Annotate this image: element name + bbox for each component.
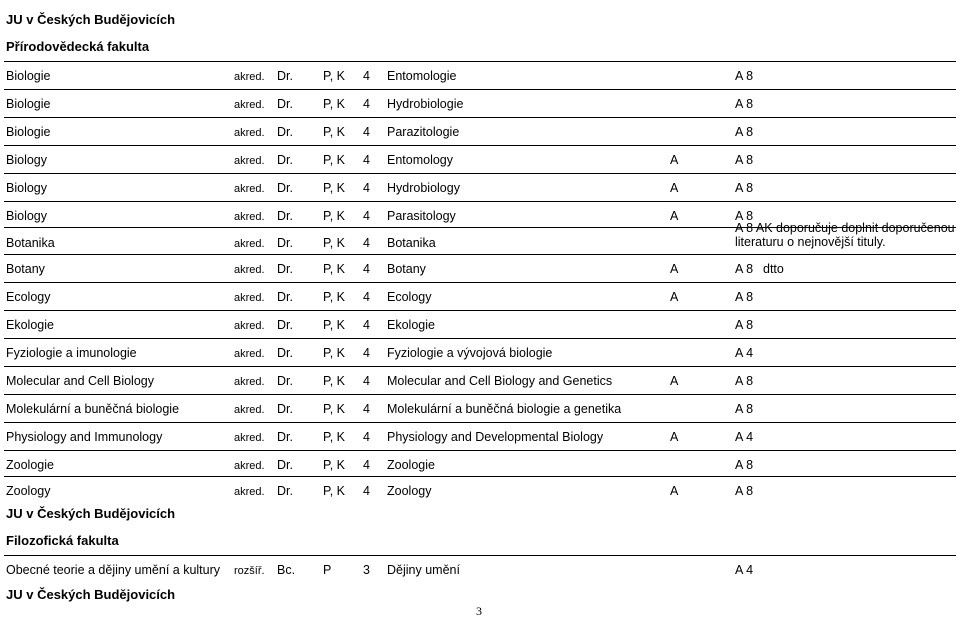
faculty-name: Přírodovědecká fakulta (6, 39, 150, 54)
years-cell: 4 (363, 402, 370, 416)
table-row (0, 560, 960, 580)
note-cell: dtto (763, 262, 784, 276)
program-cell: Botany (6, 262, 45, 276)
years-cell: 4 (363, 290, 370, 304)
degree-cell: Dr. (277, 69, 293, 83)
degree-cell: Dr. (277, 262, 293, 276)
accreditation-cell: akred. (234, 99, 265, 111)
language-cell: A (670, 209, 679, 223)
program-cell: Molecular and Cell Biology (6, 374, 154, 388)
result-cell: A 8 (735, 69, 754, 83)
result-cell: A 8 (735, 153, 754, 167)
program-cell: Zoology (6, 484, 51, 498)
field-cell: Botanika (387, 236, 436, 250)
row-divider (4, 282, 956, 283)
accreditation-cell: akred. (234, 183, 265, 195)
program-cell: Biology (6, 153, 47, 167)
table-row (0, 343, 960, 363)
form-cell: P, K (323, 484, 346, 498)
years-cell: 4 (363, 97, 370, 111)
language-cell: A (670, 374, 679, 388)
page-number: 3 (476, 604, 482, 618)
row-divider (4, 450, 956, 451)
accreditation-cell: akred. (234, 404, 265, 416)
form-cell: P, K (323, 125, 346, 139)
language-cell: A (670, 153, 679, 167)
result-cell: A 8 (735, 290, 754, 304)
row-divider (4, 117, 956, 118)
field-cell: Hydrobiology (387, 181, 460, 195)
form-cell: P, K (323, 318, 346, 332)
form-cell: P, K (323, 458, 346, 472)
field-cell: Ekologie (387, 318, 435, 332)
form-cell: P, K (323, 346, 346, 360)
field-cell: Dějiny umění (387, 563, 460, 577)
result-cell: A 4 (735, 430, 754, 444)
header-university (0, 504, 960, 524)
program-cell: Fyziologie a imunologie (6, 346, 137, 360)
row-divider (4, 366, 956, 367)
degree-cell: Dr. (277, 430, 293, 444)
accreditation-cell: akred. (234, 211, 265, 223)
accreditation-cell: akred. (234, 127, 265, 139)
university-name: JU v Českých Budějovicích (6, 587, 176, 602)
program-cell: Biology (6, 209, 47, 223)
header-university (0, 10, 960, 30)
row-divider (4, 61, 956, 62)
form-cell: P, K (323, 290, 346, 304)
degree-cell: Dr. (277, 209, 293, 223)
field-cell: Parazitologie (387, 125, 460, 139)
years-cell: 4 (363, 262, 370, 276)
degree-cell: Dr. (277, 484, 293, 498)
header-faculty (0, 531, 960, 551)
header-university (0, 585, 960, 605)
row-divider (4, 89, 956, 90)
botanika-note-line-1: A 8 AK doporučuje doplnit doporučenou (735, 221, 955, 235)
result-cell: A 4 (735, 346, 754, 360)
result-cell: A 8 (735, 484, 754, 498)
form-cell: P, K (323, 236, 346, 250)
program-cell: Biologie (6, 69, 51, 83)
form-cell: P, K (323, 262, 346, 276)
table-row (0, 221, 960, 256)
field-cell: Botany (387, 262, 426, 276)
field-cell: Zoologie (387, 458, 435, 472)
table-row (0, 150, 960, 170)
table-row (0, 94, 960, 114)
table-row (0, 315, 960, 335)
field-cell: Fyziologie a vývojová biologie (387, 346, 553, 360)
row-divider (4, 555, 956, 556)
years-cell: 4 (363, 181, 370, 195)
accreditation-cell: akred. (234, 460, 265, 472)
degree-cell: Dr. (277, 346, 293, 360)
program-cell: Zoologie (6, 458, 54, 472)
degree-cell: Dr. (277, 458, 293, 472)
field-cell: Entomology (387, 153, 454, 167)
faculty-name: Filozofická fakulta (6, 533, 119, 548)
years-cell: 4 (363, 484, 370, 498)
years-cell: 4 (363, 236, 370, 250)
field-cell: Parasitology (387, 209, 456, 223)
accreditation-cell: akred. (234, 320, 265, 332)
row-divider (4, 394, 956, 395)
table-row (0, 122, 960, 142)
result-cell: A 8 (735, 262, 754, 276)
years-cell: 4 (363, 125, 370, 139)
accreditation-cell: akred. (234, 486, 265, 498)
row-divider (4, 338, 956, 339)
degree-cell: Bc. (277, 563, 296, 577)
years-cell: 3 (363, 563, 370, 577)
years-cell: 4 (363, 69, 370, 83)
program-cell: Ecology (6, 290, 51, 304)
degree-cell: Dr. (277, 374, 293, 388)
accreditation-cell: akred. (234, 376, 265, 388)
language-cell: A (670, 430, 679, 444)
table-row (0, 427, 960, 447)
form-cell: P, K (323, 69, 346, 83)
table-row (0, 178, 960, 198)
degree-cell: Dr. (277, 290, 293, 304)
form-cell: P, K (323, 181, 346, 195)
field-cell: Hydrobiologie (387, 97, 464, 111)
years-cell: 4 (363, 346, 370, 360)
degree-cell: Dr. (277, 236, 293, 250)
program-cell: Molekulární a buněčná biologie (6, 402, 180, 416)
form-cell: P, K (323, 97, 346, 111)
years-cell: 4 (363, 430, 370, 444)
table-row (0, 399, 960, 419)
table-row (0, 371, 960, 391)
row-divider (4, 310, 956, 311)
row-divider (4, 254, 956, 255)
degree-cell: Dr. (277, 402, 293, 416)
degree-cell: Dr. (277, 97, 293, 111)
degree-cell: Dr. (277, 181, 293, 195)
result-cell: A 8 (735, 209, 754, 223)
field-cell: Molecular and Cell Biology and Genetics (387, 374, 613, 388)
result-cell: A 8 (735, 181, 754, 195)
field-cell: Ecology (387, 290, 432, 304)
result-cell: A 8 (735, 402, 754, 416)
accreditation-cell: akred. (234, 432, 265, 444)
result-cell: A 4 (735, 563, 754, 577)
form-cell: P, K (323, 374, 346, 388)
program-cell: Ekologie (6, 318, 54, 332)
years-cell: 4 (363, 318, 370, 332)
form-cell: P, K (323, 209, 346, 223)
years-cell: 4 (363, 209, 370, 223)
table-row (0, 259, 960, 279)
accreditation-cell: akred. (234, 264, 265, 276)
form-cell: P (323, 563, 332, 577)
accreditation-cell: akred. (234, 238, 265, 250)
form-cell: P, K (323, 430, 346, 444)
row-divider (4, 173, 956, 174)
program-cell: Botanika (6, 236, 55, 250)
accreditation-cell: akred. (234, 71, 265, 83)
accreditation-cell: akred. (234, 348, 265, 360)
botanika-note-line-2: literaturu o nejnovější tituly. (735, 235, 886, 249)
language-cell: A (670, 181, 679, 195)
language-cell: A (670, 484, 679, 498)
header-faculty (0, 37, 960, 57)
language-cell: A (670, 290, 679, 304)
program-cell: Biologie (6, 97, 51, 111)
language-cell: A (670, 262, 679, 276)
accreditation-cell: akred. (234, 292, 265, 304)
table-row (0, 66, 960, 86)
row-divider (4, 145, 956, 146)
result-cell: A 8 (735, 374, 754, 388)
accreditation-cell: akred. (234, 155, 265, 167)
university-name: JU v Českých Budějovicích (6, 12, 176, 27)
table-row (0, 455, 960, 475)
result-cell: A 8 (735, 97, 754, 111)
degree-cell: Dr. (277, 125, 293, 139)
form-cell: P, K (323, 402, 346, 416)
field-cell: Physiology and Developmental Biology (387, 430, 604, 444)
result-cell: A 8 (735, 125, 754, 139)
program-cell: Biologie (6, 125, 51, 139)
years-cell: 4 (363, 374, 370, 388)
table-row (0, 481, 960, 501)
field-cell: Molekulární a buněčná biologie a genetika (387, 402, 622, 416)
program-cell: Biology (6, 181, 47, 195)
field-cell: Zoology (387, 484, 432, 498)
program-cell: Obecné teorie a dějiny umění a kultury (6, 563, 221, 577)
years-cell: 4 (363, 458, 370, 472)
row-divider (4, 201, 956, 202)
row-divider (4, 476, 956, 477)
row-divider (4, 422, 956, 423)
years-cell: 4 (363, 153, 370, 167)
result-cell: A 8 (735, 458, 754, 472)
table-row (0, 287, 960, 307)
degree-cell: Dr. (277, 153, 293, 167)
accreditation-cell: rozšíř. (234, 565, 265, 577)
university-name: JU v Českých Budějovicích (6, 506, 176, 521)
program-cell: Physiology and Immunology (6, 430, 163, 444)
field-cell: Entomologie (387, 69, 457, 83)
form-cell: P, K (323, 153, 346, 167)
degree-cell: Dr. (277, 318, 293, 332)
result-cell: A 8 (735, 318, 754, 332)
